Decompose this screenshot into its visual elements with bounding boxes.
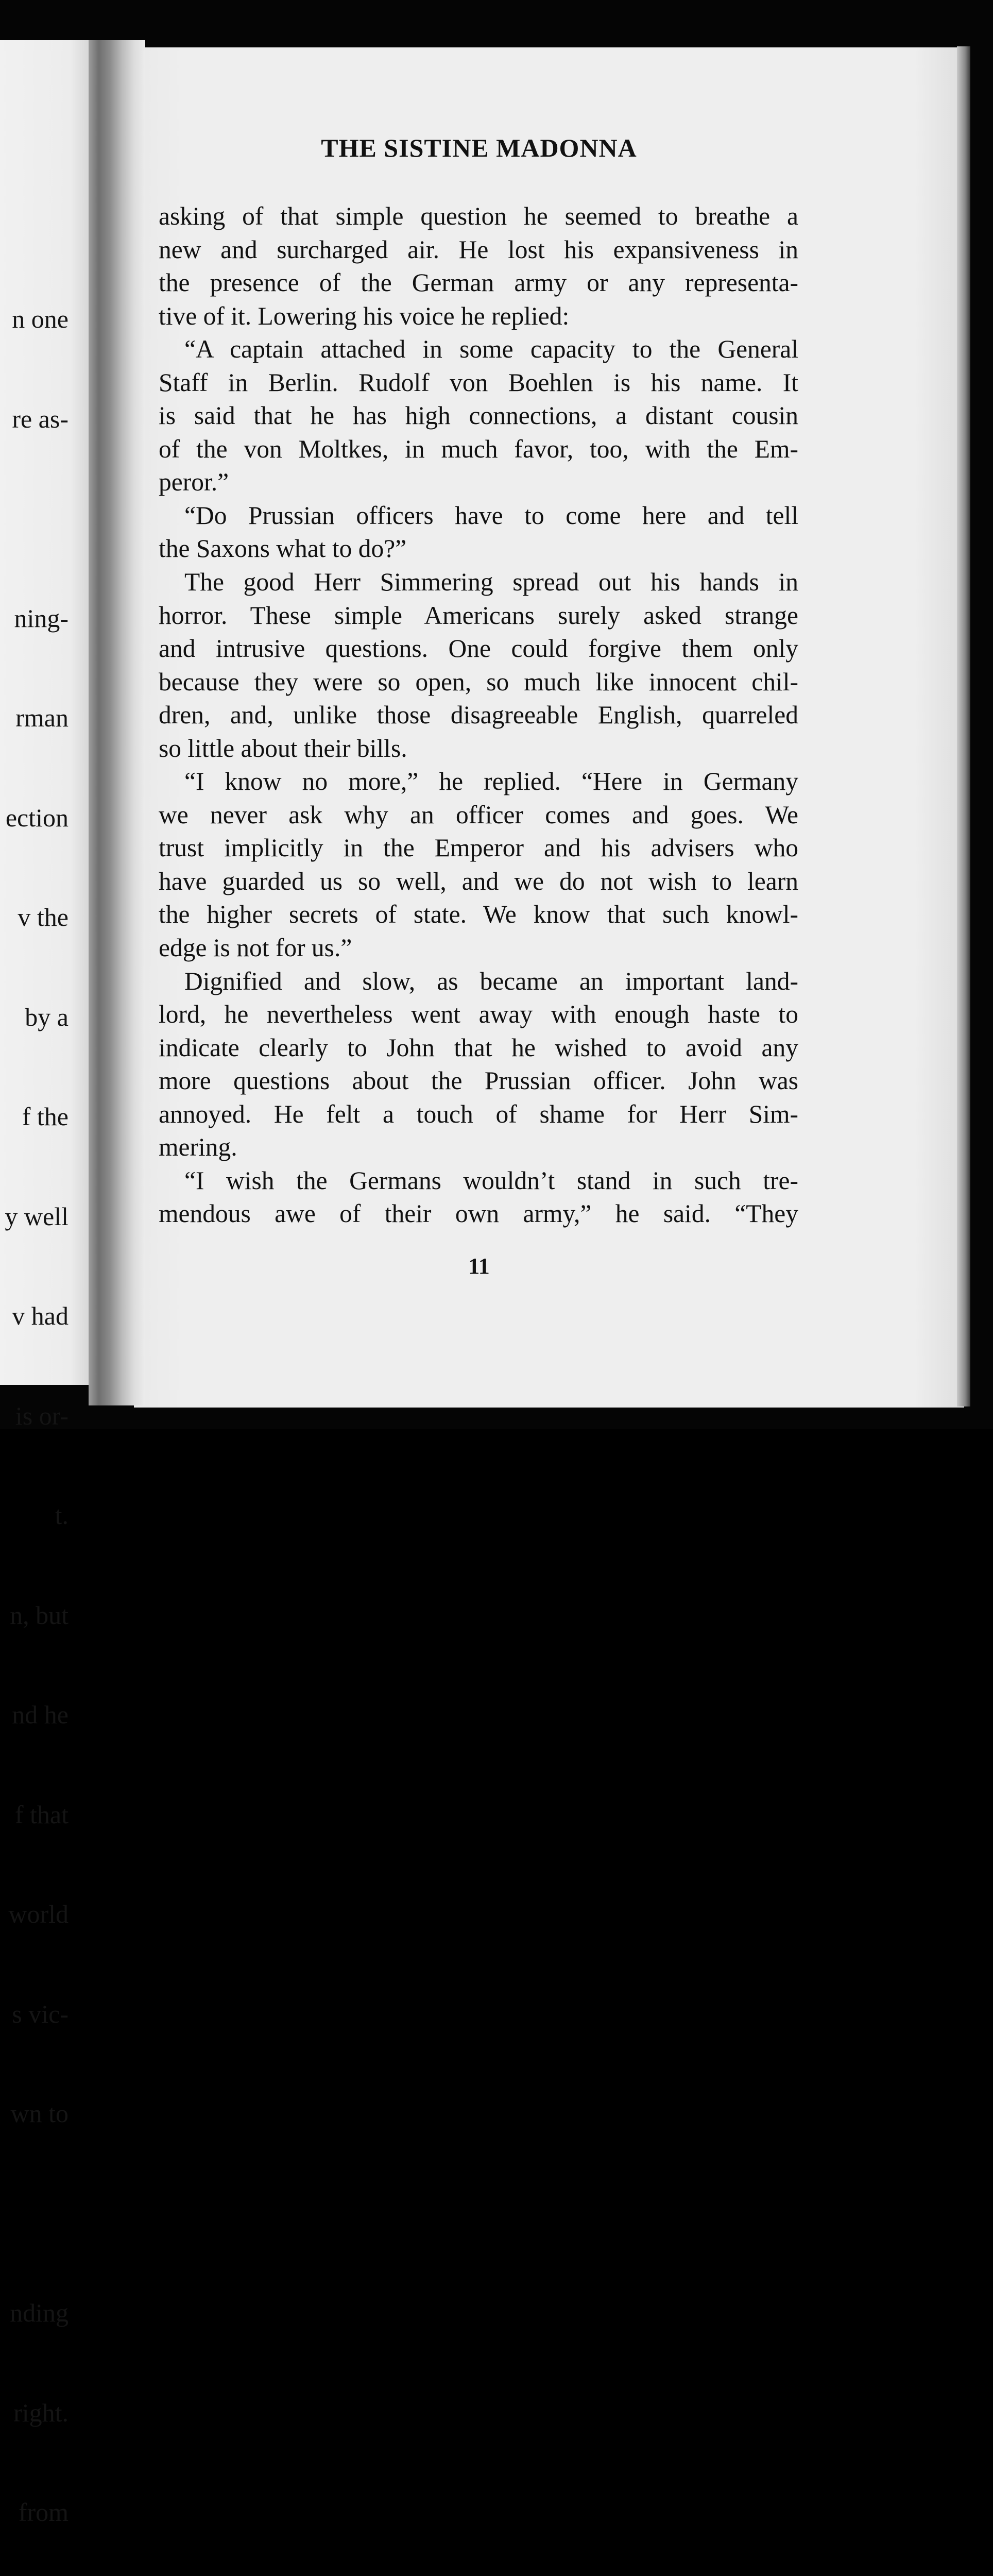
text-line: we never ask why an officer comes and goes. We bbox=[159, 800, 798, 829]
left-page-line: v the bbox=[18, 903, 69, 931]
text-line: new and surcharged air. He lost his expansiveness in bbox=[159, 235, 798, 264]
left-page-line: nd he bbox=[12, 1700, 69, 1729]
text-line: peror.” bbox=[159, 468, 229, 497]
page-edge-shadow bbox=[957, 46, 970, 1406]
left-page-line: y well bbox=[5, 1201, 69, 1231]
text-line: Staff in Berlin. Rudolf von Boehlen is his name. It bbox=[159, 368, 798, 397]
book-gutter-shadow bbox=[89, 40, 145, 1405]
left-page-text bbox=[3, 236, 69, 2576]
left-page-line: is or- bbox=[15, 1401, 69, 1430]
left-page-line: f the bbox=[22, 1102, 69, 1131]
left-page-line: n, but bbox=[10, 1600, 69, 1630]
left-page-line: nding bbox=[10, 2298, 69, 2327]
text-line: “I wish the Germans wouldn’t stand in such tre- bbox=[184, 1166, 798, 1195]
text-line: the Saxons what to do?” bbox=[159, 534, 407, 563]
left-facing-page bbox=[0, 40, 100, 2527]
left-page-line: rman bbox=[15, 703, 69, 732]
left-page-line: f that bbox=[14, 1800, 69, 1829]
left-page-line: t. bbox=[55, 1501, 69, 1530]
text-line: because they were so open, so much like innocent chil- bbox=[159, 667, 798, 696]
left-page-line: ection bbox=[5, 803, 69, 832]
text-line: tive of it. Lowering his voice he replied: bbox=[159, 301, 570, 330]
text-line: so little about their bills. bbox=[159, 734, 407, 762]
text-line: more questions about the Prussian officer. John was bbox=[159, 1066, 798, 1095]
text-line: mering. bbox=[159, 1133, 237, 1162]
text-line: “Do Prussian officers have to come here and tell bbox=[184, 501, 798, 530]
text-line: the presence of the German army or any representa- bbox=[159, 268, 798, 297]
text-line: The good Herr Simmering spread out his hands in bbox=[184, 568, 798, 597]
text-line: annoyed. He felt a touch of shame for Herr Sim- bbox=[159, 1099, 798, 1128]
left-page-line: n one bbox=[12, 304, 69, 333]
text-line: “I know no more,” he replied. “Here in Germany bbox=[184, 767, 798, 796]
left-page-line bbox=[3, 502, 69, 535]
left-page-line: by a bbox=[25, 1002, 69, 1031]
text-line: have guarded us so well, and we do not wish to learn bbox=[159, 867, 798, 895]
left-page-line: right. bbox=[13, 2398, 69, 2427]
text-line: Dignified and slow, as became an important land- bbox=[184, 967, 798, 995]
left-page-line: from bbox=[18, 2498, 69, 2527]
text-line: edge is not for us.” bbox=[159, 934, 352, 962]
left-page-line bbox=[3, 2197, 69, 2230]
text-line: asking of that simple question he seemed to breathe a bbox=[159, 202, 798, 230]
text-line: trust implicitly in the Emperor and his advisers who bbox=[159, 834, 798, 862]
text-line: and intrusive questions. One could forgive them only bbox=[159, 634, 798, 663]
text-line: the higher secrets of state. We know that such knowl- bbox=[159, 900, 798, 929]
left-page-line: ning- bbox=[14, 603, 69, 633]
body-text bbox=[159, 200, 798, 1231]
left-page-line: wn to bbox=[10, 2099, 69, 2128]
running-head: THE SISTINE MADONNA bbox=[321, 133, 637, 162]
text-line: “A captain attached in some capacity to the General bbox=[184, 335, 798, 364]
text-line: of the von Moltkes, in much favor, too, with the Em- bbox=[159, 434, 798, 463]
text-line: is said that he has high connections, a distant cousin bbox=[159, 401, 798, 430]
text-line: horror. These simple Americans surely asked strange bbox=[159, 601, 798, 630]
left-page-line: world bbox=[8, 1900, 69, 1928]
page-number: 11 bbox=[468, 1253, 490, 1279]
text-line: indicate clearly to John that he wished to avoid any bbox=[159, 1033, 798, 1062]
left-page-line: s vic- bbox=[12, 1999, 69, 2028]
left-page-line: v had bbox=[12, 1301, 69, 1330]
text-line: dren, and, unlike those disagreeable English, quarreled bbox=[159, 701, 798, 730]
left-page-line: re as- bbox=[12, 404, 69, 433]
text-line: lord, he nevertheless went away with enough haste to bbox=[159, 1000, 798, 1029]
text-line: mendous awe of their own army,” he said. “They bbox=[159, 1199, 798, 1228]
